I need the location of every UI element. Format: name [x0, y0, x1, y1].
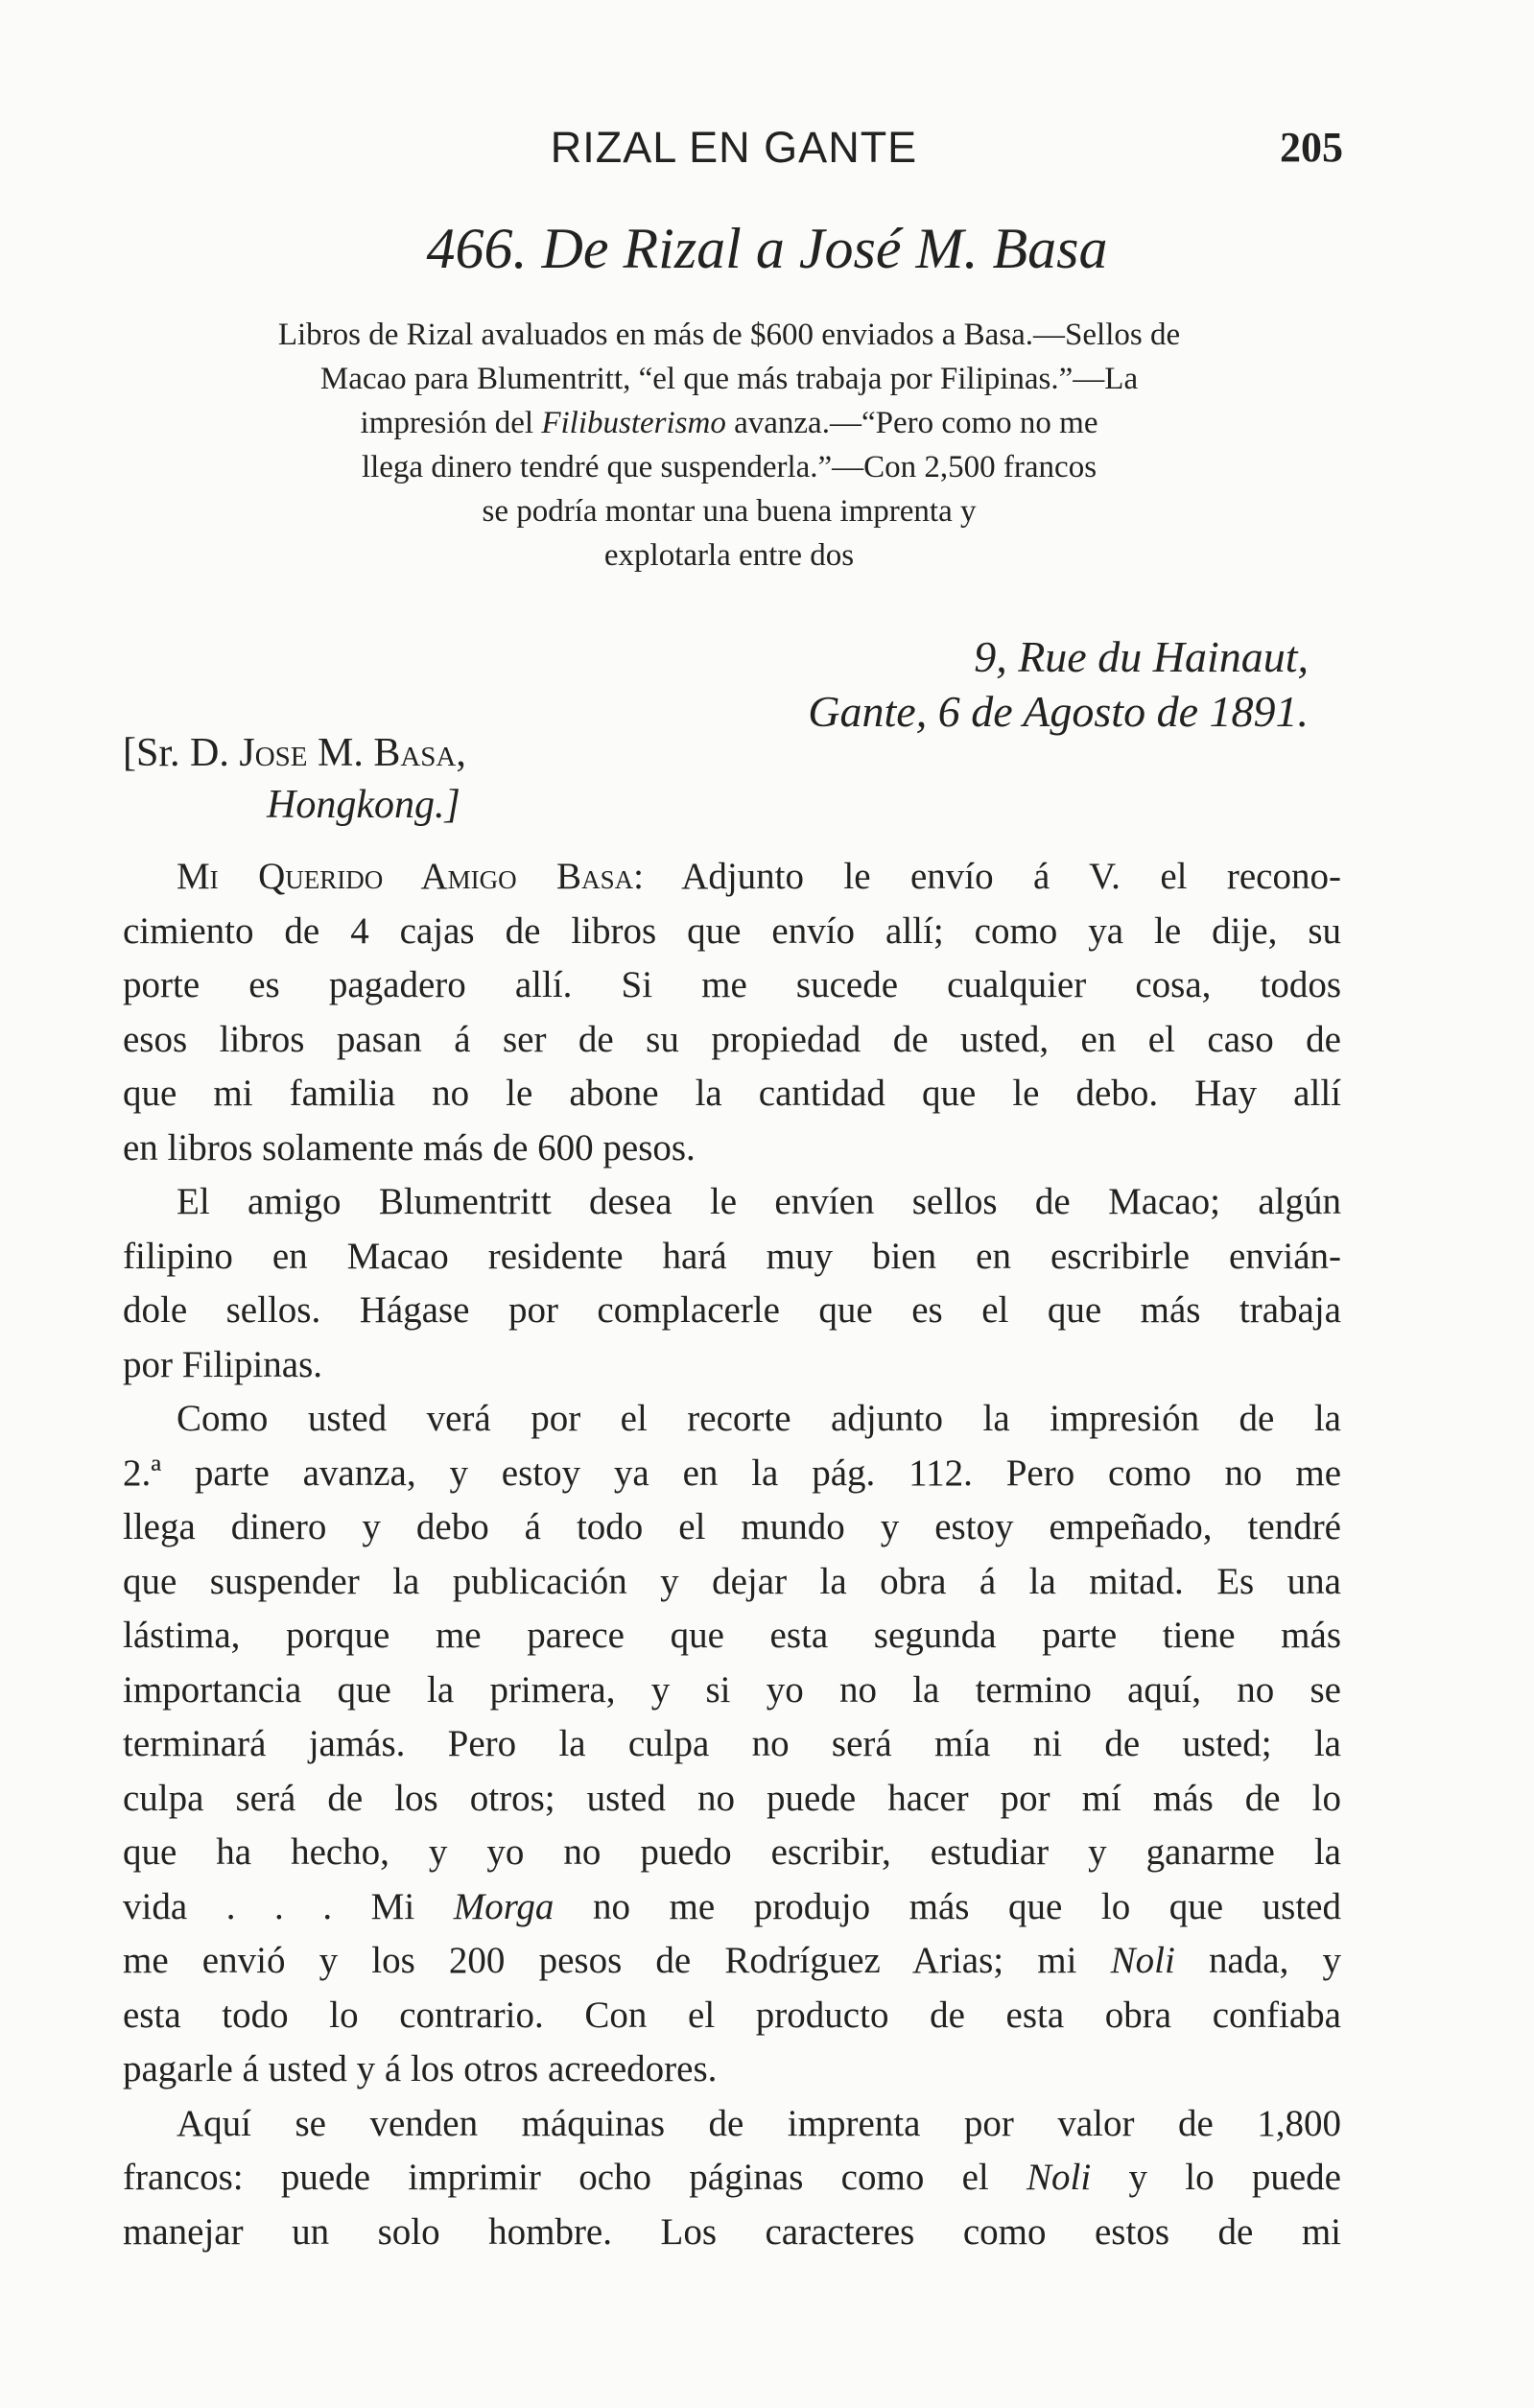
text-line: Como usted verá por el recorte adjunto la impresión de la	[177, 1398, 1341, 1439]
running-head	[125, 123, 1343, 190]
dateline-address: 9, Rue du Hainaut,	[974, 632, 1309, 681]
text-line	[123, 850, 1341, 905]
addressee-title: [Sr. D.	[123, 731, 240, 775]
summary-text: impresión del	[360, 406, 542, 440]
line-text: Adjunto le envío á V. el recono-	[643, 856, 1341, 897]
summary-line: llega dinero tendré que suspenderla.”—Con 2,500 francos	[361, 450, 1097, 484]
line-text: nada, y	[1174, 1940, 1341, 1981]
book-title: Filibusterismo	[541, 406, 726, 440]
line-text: francos: puede imprimir ocho páginas como el	[123, 2157, 1027, 2198]
dateline	[808, 629, 1309, 739]
text-line: manejar un solo hombre. Los caracteres como estos de mi	[123, 2210, 1341, 2253]
summary-text: avanza.—“Pero como no me	[725, 406, 1098, 440]
text-line: en libros solamente más de 600 pesos.	[123, 1126, 696, 1169]
addressee-place: Hongkong.]	[267, 783, 460, 827]
text-line: porte es pagadero allí. Si me sucede cualquier cosa, todos	[123, 964, 1341, 1005]
text-line	[123, 2151, 1341, 2206]
letter-summary	[115, 313, 1343, 578]
book-title: Noli	[1110, 1940, 1175, 1981]
text-line: dole sellos. Hágase por complacerle que es el que más trabaja	[123, 1289, 1341, 1331]
text-line: llega dinero y debo á todo el mundo y estoy empeñado, tendré	[123, 1506, 1341, 1547]
text-line: por Filipinas.	[123, 1343, 323, 1385]
page-number: 205	[1280, 124, 1343, 171]
summary-line: se podría montar una buena imprenta y	[482, 494, 977, 529]
text-line: filipino en Macao residente hará muy bien en escribirle envián-	[123, 1235, 1341, 1277]
text-line: Aquí se venden máquinas de imprenta por valor de 1,800	[177, 2102, 1341, 2144]
text-line: culpa será de los otros; usted no puede hacer por mí más de lo	[123, 1777, 1341, 1819]
book-title: Noli	[1027, 2157, 1092, 2198]
addressee-person: Jose M. Basa,	[239, 731, 466, 775]
book-title: Morga	[453, 1885, 555, 1927]
text-line: esta todo lo contrario. Con el producto de esta obra confiaba	[123, 1994, 1341, 2036]
text-line: cimiento de 4 cajas de libros que envío allí; como ya le dije, su	[123, 909, 1341, 952]
text-line	[123, 1934, 1341, 1989]
letter-heading: 466. De Rizal a José M. Basa	[426, 217, 1108, 280]
line-text: vida . . . Mi	[123, 1885, 454, 1927]
addressee-name	[123, 727, 466, 779]
text-line: pagarle á usted y á los otros acreedores.	[123, 2048, 718, 2089]
running-title: RIZAL EN GANTE	[550, 123, 918, 172]
salutation: Mi Querido Amigo Basa:	[177, 856, 644, 897]
text-line: 2.ª parte avanza, y estoy ya en la pág. 112. Pero como no me	[123, 1452, 1341, 1494]
text-line: importancia que la primera, y si yo no la termino aquí, no se	[123, 1668, 1341, 1711]
addressee	[123, 727, 466, 831]
text-line: que ha hecho, y yo no puedo escribir, estudiar y ganarme la	[123, 1831, 1341, 1873]
letter-body	[123, 850, 1341, 2259]
line-text: no me produjo más que lo que usted	[554, 1885, 1341, 1927]
summary-line: explotarla entre dos	[603, 538, 855, 573]
summary-line	[115, 401, 1343, 445]
text-line	[123, 1880, 1341, 1935]
summary-line: Macao para Blumentritt, “el que más trabaja por Filipinas.”—La	[319, 362, 1139, 396]
line-text: me envió y los 200 pesos de Rodríguez Arias; mi	[123, 1940, 1111, 1981]
text-line: lástima, porque me parece que esta segunda parte tiene más	[123, 1615, 1341, 1656]
text-line: terminará jamás. Pero la culpa no será mía ni de usted; la	[123, 1723, 1341, 1764]
dateline-date: Gante, 6 de Agosto de 1891.	[808, 687, 1309, 736]
text-line: que mi familia no le abone la cantidad que le debo. Hay allí	[123, 1073, 1341, 1114]
line-text: y lo puede	[1091, 2157, 1341, 2198]
text-line: que suspender la publicación y dejar la obra á la mitad. Es una	[123, 1560, 1341, 1602]
summary-line: Libros de Rizal avaluados en más de $600 enviados a Basa.—Sellos de	[277, 318, 1181, 352]
text-line: El amigo Blumentritt desea le envíen sellos de Macao; algún	[177, 1181, 1341, 1222]
text-line: esos libros pasan á ser de su propiedad de usted, en el caso de	[123, 1018, 1341, 1060]
